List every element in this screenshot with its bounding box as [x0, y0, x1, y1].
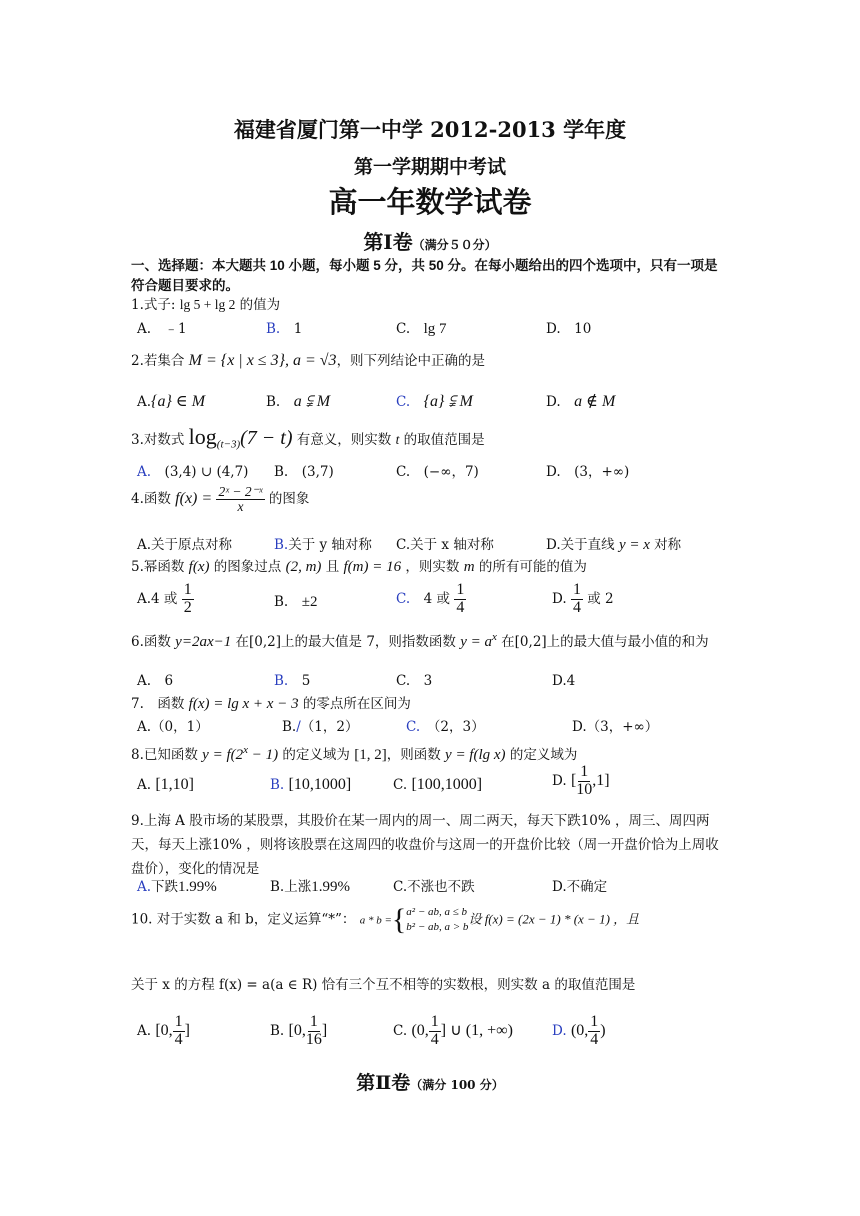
part1-title: 第Ⅰ卷 — [363, 230, 413, 254]
q3-log: log — [188, 424, 217, 449]
q7-option-d: D.（3，+∞） — [572, 719, 659, 735]
q9-option-d: D.不确定 — [552, 879, 608, 895]
q3-option-a: A. (3,4) ∪ (4,7) — [137, 464, 249, 480]
q2-option-d: D. a ∉ M — [546, 393, 616, 410]
q5-option-b: B. ±2 — [274, 594, 318, 610]
question-2-stem: 2.若集合 M = {x | x ≤ 3}, a = √3，则下列结论中正确的是 — [131, 352, 486, 369]
q6-option-b: B. 5 — [274, 673, 311, 689]
q1-option-c: C. lg 7 — [396, 321, 447, 337]
q4-option-b: B.关于 y 轴对称 — [274, 537, 372, 553]
q1-option-d: D. 10 — [546, 321, 592, 337]
q8-option-b: B. [10,1000] — [270, 776, 352, 793]
q8-option-d: D. [ $\frac{1}{10}$ ,1] — [552, 763, 610, 798]
q7-option-c: C. （2，3） — [406, 719, 485, 735]
question-7-stem: 7. 函数 f(x) = lg x + x − 3 的零点所在区间为 — [131, 696, 411, 712]
q2-set-expression: M = {x | x ≤ 3}, a = √3 — [188, 352, 337, 369]
q4-option-d: D.关于直线 y = x 对称 — [546, 537, 682, 553]
part1-score: （满分５０分） — [412, 238, 497, 252]
q10-option-a: A. [0, $\frac{1}{4}$ ] — [137, 1013, 190, 1048]
part1-heading — [0, 226, 860, 255]
q10-cases: a² − ab, a ≤ b b² − ab, a > b — [406, 906, 469, 933]
part2-heading — [0, 1068, 860, 1095]
q10-option-b: B. [0, $\frac{1}{16}$ ] — [270, 1013, 328, 1048]
exam-title-school: 福建省厦门第一中学 2012-2013 学年度 — [233, 117, 627, 142]
q3-option-b: B. (3,7) — [274, 464, 334, 480]
q8-option-c: C. [100,1000] — [393, 776, 483, 793]
q10-option-d: D. (0, $\frac{1}{4}$ ) — [552, 1013, 606, 1048]
q1-option-a: A. ﹣1 — [137, 321, 187, 337]
q2-option-b: B. a ⫋ M — [266, 393, 331, 410]
q10-definition-tail: 设 f(x) = (2x − 1) * (x − 1) ，且 — [468, 911, 640, 927]
q2-option-c: C. {a} ⫋ M — [396, 393, 473, 410]
q1-expression: lg 5 + lg 2 — [179, 297, 236, 312]
q9-option-a: A.下跌1.99% — [137, 879, 217, 895]
question-3-stem: 3.对数式 $\log_{(t-3)}(7 - t)$ 有意义，则实数 t 的取值范围是 — [131, 424, 485, 451]
q1-option-b: B. 1 — [266, 321, 303, 337]
question-6-stem: 6.函数 y=2ax−1 在[0,2]上的最大值是 7，则指数函数 $y = a^x$ 在[0,2]上的最大值与最小值的和为 — [131, 631, 709, 650]
q3-option-d: D. (3，+∞) — [546, 464, 630, 480]
q4-fraction: $\frac{\text{2ˣ − 2⁻ˣ}}{x}$ — [218, 484, 263, 515]
question-10-stem-continued: 关于 x 的方程 f(x) = a(a ∈ R) 恰有三个互不相等的实数根，则实数 a 的取值范围是 — [131, 977, 636, 993]
q10-option-c: C. (0, $\frac{1}{4}$ ] ∪ (1, +∞) — [393, 1013, 513, 1048]
q4-option-c: C.关于 x 轴对称 — [396, 537, 494, 553]
q3-log-base: (t−3) — [216, 438, 241, 451]
q2-option-a: A.{a} ∈ M — [137, 393, 206, 410]
question-4-stem: 4.函数 f(x) = $\frac{\text{2ˣ − 2⁻ˣ}}{x}$ 的图象 — [131, 484, 310, 515]
q7-option-a: A.（0，1） — [137, 719, 209, 735]
q6-option-a: A. 6 — [137, 673, 174, 689]
exam-title-term: 第一学期期中考试 — [353, 156, 506, 178]
q5-option-d: D. $\frac{1}{4}$ 或 2 — [552, 581, 614, 616]
question-1-stem: 1.式子: lg 5 + lg 2 的值为 — [131, 297, 281, 313]
q10-operation: a * b = — [359, 914, 392, 927]
q3-option-c: C. (−∞，7) — [396, 464, 479, 480]
q4-option-a: A.关于原点对称 — [137, 537, 233, 553]
q7-option-b: B./（1，2） — [282, 719, 359, 735]
q6-option-d: D.4 — [552, 673, 576, 689]
q4-function: f(x) = — [175, 490, 213, 508]
question-5-stem: 5.幂函数 f(x) 的图象过点 (2, m) 且 f(m) = 16 ，则实数 m 的所有可能的值为 — [131, 559, 587, 575]
q3-log-arg: (7 − t) — [240, 427, 293, 449]
q5-option-a: A.4 或 $\frac{1}{2}$ — [137, 581, 192, 616]
question-10-stem: 10. 对于实数 a 和 b，定义运算“*”： a * b ={ a² − ab, a ≤ b b² − ab, a > b 设 f(x) = (2x − 1) * (x − 1) ，且 — [131, 903, 640, 936]
part2-score: （满分 100 分） — [410, 1078, 504, 1092]
q9-option-b: B.上涨1.99% — [270, 879, 350, 895]
part2-title: 第Ⅱ卷 — [356, 1072, 411, 1094]
exam-title-subject: 高一年数学试卷 — [328, 185, 532, 219]
q6-option-c: C. 3 — [396, 673, 433, 689]
q9-option-c: C.不涨也不跌 — [393, 879, 475, 895]
section1-instructions: 一、选择题：本大题共 10 小题，每小题 5 分，共 50 分。在每小题给出的四个选项中，只有一项是符合题目要求的。 — [131, 258, 718, 293]
q5-option-c: C. 4 或 $\frac{1}{4}$ — [396, 581, 465, 616]
question-9-stem: 9.上海 A 股市场的某股票，其股价在某一周内的周一、周二两天，每天下跌10% ，周三、周四两天，每天上涨10% ，则将该股票在这周四的收盘价与这周一的开盘价比较（周一开盘价恰为上周收盘价），变化的情况是 — [131, 813, 719, 877]
question-8-stem: 8.已知函数 $y = f(2^x - 1)$ 的定义域为 [1, 2]，则函数 y = f(lg x) 的定义域为 — [131, 744, 578, 763]
q8-option-a: A. [1,10] — [137, 776, 194, 793]
